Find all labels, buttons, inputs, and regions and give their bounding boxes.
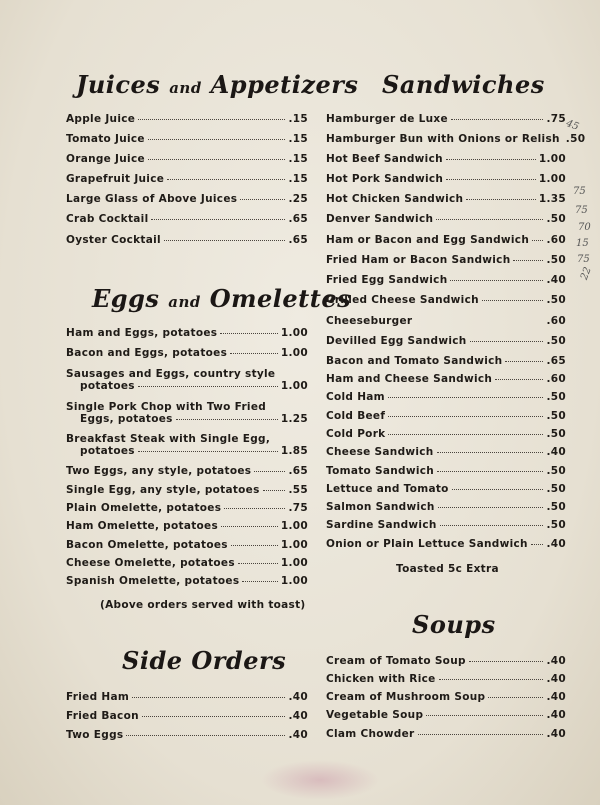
- item-price: .50: [546, 254, 566, 266]
- item-price: .65: [288, 234, 308, 246]
- leader-dots: [167, 179, 285, 180]
- item-price: .60: [546, 373, 566, 385]
- item-name: Lettuce and Tomato: [326, 483, 449, 495]
- item-price: .25: [288, 193, 308, 205]
- item-price: .40: [546, 655, 566, 667]
- item-price: .40: [288, 710, 308, 722]
- item-price: 1.00: [280, 520, 308, 532]
- leader-dots: [151, 219, 285, 220]
- item-price: 1.25: [280, 413, 308, 425]
- item-name: Hot Chicken Sandwich: [326, 193, 464, 205]
- menu-item: [66, 213, 308, 225]
- menu-item: [66, 691, 308, 703]
- item-name: Cream of Tomato Soup: [326, 655, 466, 667]
- leader-dots: [426, 715, 543, 716]
- item-price: .50: [546, 428, 566, 440]
- leader-dots: [531, 544, 544, 545]
- item-price: .55: [288, 484, 308, 496]
- item-price: .40: [546, 709, 566, 721]
- item-price: .50: [546, 391, 566, 403]
- leader-dots: [231, 545, 278, 546]
- leader-dots: [240, 199, 285, 200]
- item-price: 1.00: [280, 575, 308, 587]
- sandwiches-heading: Sandwiches: [382, 70, 545, 99]
- item-price: 1.00: [280, 557, 308, 569]
- leader-dots: [242, 581, 278, 582]
- item-name: Salmon Sandwich: [326, 501, 435, 513]
- item-name-continued-line: [66, 445, 308, 457]
- menu-item: [326, 428, 566, 440]
- soups-heading: Soups: [412, 610, 496, 639]
- leader-dots: [254, 471, 285, 472]
- item-name: Hot Pork Sandwich: [326, 173, 444, 185]
- item-name: Vegetable Soup: [326, 709, 424, 721]
- item-price: .50: [546, 519, 566, 531]
- leader-dots: [138, 119, 285, 120]
- leader-dots: [176, 419, 278, 420]
- item-name: Spanish Omelette, potatoes: [66, 575, 240, 587]
- item-name: Bacon and Tomato Sandwich: [326, 355, 503, 367]
- item-name: Sausages and Eggs, country style: [66, 368, 276, 380]
- menu-item: [326, 410, 566, 422]
- sides-heading: Side Orders: [122, 646, 287, 675]
- menu-item: [326, 728, 566, 740]
- item-name: Grapefruit Juice: [66, 173, 165, 185]
- item-name: Chicken with Rice: [326, 673, 436, 685]
- menu-item: [326, 274, 566, 286]
- leader-dots: [148, 139, 286, 140]
- menu-item: [326, 335, 566, 347]
- item-name-continued: potatoes: [80, 380, 135, 392]
- eggs-heading-and: and: [168, 293, 201, 311]
- item-name: Single Pork Chop with Two Fried: [66, 401, 267, 413]
- item-price: .50: [546, 410, 566, 422]
- menu-item: [66, 173, 308, 185]
- leader-dots: [513, 260, 543, 261]
- item-name: Grilled Cheese Sandwich: [326, 294, 479, 306]
- item-price: .50: [546, 213, 566, 225]
- menu-item: [66, 539, 308, 551]
- handwritten-mark: 75: [577, 254, 590, 265]
- eggs-note: (Above orders served with toast): [100, 599, 306, 611]
- menu-item: [326, 153, 566, 165]
- item-name: Hamburger de Luxe: [326, 113, 448, 125]
- leader-dots: [495, 379, 543, 380]
- menu-item: [326, 173, 566, 185]
- menu-item: [66, 502, 308, 514]
- leader-dots: [388, 416, 543, 417]
- leader-dots: [230, 353, 278, 354]
- item-price: 1.00: [280, 347, 308, 359]
- menu-item: [326, 294, 566, 306]
- menu-item: [326, 538, 566, 550]
- leader-dots: [142, 716, 286, 717]
- item-name: Fried Bacon: [66, 710, 139, 722]
- item-name: Fried Egg Sandwich: [326, 274, 448, 286]
- item-name: Hamburger Bun with Onions or Relish: [326, 133, 560, 145]
- leader-dots: [388, 397, 544, 398]
- menu-item: [326, 691, 566, 703]
- item-price: .65: [546, 355, 566, 367]
- leader-dots: [438, 507, 544, 508]
- handwritten-mark: 75: [573, 186, 586, 197]
- item-price: .40: [546, 538, 566, 550]
- menu-item: [326, 465, 566, 477]
- item-name: Fried Ham: [66, 691, 130, 703]
- leader-dots: [466, 199, 536, 200]
- item-name: Hot Beef Sandwich: [326, 153, 443, 165]
- item-price: .15: [288, 153, 308, 165]
- leader-dots: [437, 471, 543, 472]
- menu-item: [66, 193, 308, 205]
- item-name: Bacon and Eggs, potatoes: [66, 347, 228, 359]
- menu-item: [326, 373, 566, 385]
- menu-item: [326, 113, 566, 125]
- item-name: Breakfast Steak with Single Egg,: [66, 433, 271, 445]
- menu-item: [326, 391, 566, 403]
- leader-dots: [532, 240, 543, 241]
- eggs-heading-word: Eggs: [92, 284, 160, 313]
- leader-dots: [132, 697, 285, 698]
- item-price: 1.00: [280, 539, 308, 551]
- leader-dots: [446, 179, 536, 180]
- item-name: Ham and Cheese Sandwich: [326, 373, 493, 385]
- item-name: Tomato Juice: [66, 133, 145, 145]
- menu-item: [326, 193, 566, 205]
- leader-dots: [164, 240, 286, 241]
- leader-dots: [469, 661, 544, 662]
- leader-dots: [238, 563, 278, 564]
- juices-heading-and: and: [169, 79, 202, 97]
- menu-item: [66, 327, 308, 339]
- menu-item: [66, 557, 308, 569]
- item-name-continued: potatoes: [80, 445, 135, 457]
- item-name: Cold Pork: [326, 428, 386, 440]
- menu-item: [66, 368, 308, 392]
- menu-item: [326, 213, 566, 225]
- leader-dots: [148, 159, 286, 160]
- leader-dots: [470, 341, 544, 342]
- item-price: .60: [546, 315, 566, 327]
- menu-item: [326, 234, 566, 246]
- juices-heading: [76, 70, 358, 99]
- item-price: 1.00: [280, 327, 308, 339]
- leader-dots: [488, 697, 543, 698]
- item-name: Single Egg, any style, potatoes: [66, 484, 260, 496]
- menu-item: [66, 465, 308, 477]
- leader-dots: [439, 679, 544, 680]
- eggs-heading-rest: Omelettes: [209, 284, 352, 313]
- menu-item: [326, 673, 566, 685]
- item-price: .65: [288, 465, 308, 477]
- leader-dots: [224, 508, 285, 509]
- leader-dots: [220, 333, 278, 334]
- menu-item: [66, 710, 308, 722]
- leader-dots: [452, 489, 544, 490]
- handwritten-mark: 45: [564, 118, 581, 133]
- item-price: .50: [546, 335, 566, 347]
- leader-dots: [446, 159, 536, 160]
- menu-item: [66, 133, 308, 145]
- item-name: Oyster Cocktail: [66, 234, 161, 246]
- item-price: .50: [565, 133, 586, 145]
- menu-item: [326, 355, 566, 367]
- menu-item: [66, 575, 308, 587]
- item-name: Cheeseburger: [326, 315, 413, 327]
- menu-item: [326, 501, 566, 513]
- leader-dots: [451, 119, 544, 120]
- menu-item: [326, 133, 586, 145]
- item-price: .40: [546, 691, 566, 703]
- item-name: Devilled Egg Sandwich: [326, 335, 467, 347]
- item-price: .15: [288, 173, 308, 185]
- item-name: Orange Juice: [66, 153, 145, 165]
- item-price: .75: [288, 502, 308, 514]
- item-price: 1.00: [538, 153, 566, 165]
- leader-dots: [482, 300, 544, 301]
- menu-item: [326, 315, 566, 327]
- leader-dots: [437, 452, 544, 453]
- menu-item: [326, 446, 566, 458]
- handwritten-mark: 75: [575, 205, 588, 216]
- item-name-continued: Eggs, potatoes: [80, 413, 173, 425]
- item-name-continued-line: [66, 380, 308, 392]
- item-price: .40: [546, 274, 566, 286]
- item-name: Denver Sandwich: [326, 213, 434, 225]
- item-price: .15: [288, 113, 308, 125]
- item-price: .40: [546, 446, 566, 458]
- leader-dots: [126, 735, 285, 736]
- item-name: Bacon Omelette, potatoes: [66, 539, 228, 551]
- item-price: .40: [288, 691, 308, 703]
- item-price: .60: [546, 234, 566, 246]
- item-name: Large Glass of Above Juices: [66, 193, 238, 205]
- leader-dots: [505, 361, 543, 362]
- leader-dots: [388, 434, 543, 435]
- item-name: Two Eggs: [66, 729, 124, 741]
- item-name-continued-line: [66, 413, 308, 425]
- item-name: Onion or Plain Lettuce Sandwich: [326, 538, 528, 550]
- handwritten-mark: 70: [578, 222, 591, 233]
- item-price: .65: [288, 213, 308, 225]
- menu-item: [66, 401, 308, 425]
- item-price: .50: [546, 294, 566, 306]
- item-price: .15: [288, 133, 308, 145]
- menu-item: [326, 483, 566, 495]
- item-name: Cheese Omelette, potatoes: [66, 557, 235, 569]
- leader-dots: [138, 451, 278, 452]
- leader-dots: [138, 386, 278, 387]
- item-price: .40: [546, 728, 566, 740]
- handwritten-mark: 22: [579, 265, 594, 282]
- leader-dots: [263, 490, 286, 491]
- toasted-note: Toasted 5c Extra: [396, 563, 499, 575]
- item-price: .50: [546, 483, 566, 495]
- item-name: Ham Omelette, potatoes: [66, 520, 219, 532]
- menu-item: [66, 729, 308, 741]
- item-name: Cold Ham: [326, 391, 385, 403]
- item-price: .40: [546, 673, 566, 685]
- menu-item: [326, 709, 566, 721]
- item-name: Cream of Mushroom Soup: [326, 691, 486, 703]
- menu-item: [66, 433, 308, 457]
- leader-dots: [436, 219, 543, 220]
- item-price: .75: [546, 113, 566, 125]
- item-price: .50: [546, 465, 566, 477]
- item-name: Apple Juice: [66, 113, 136, 125]
- menu-item: [326, 254, 566, 266]
- item-name: Sardine Sandwich: [326, 519, 437, 531]
- juices-heading-rest: Appetizers: [210, 70, 359, 99]
- menu-item: [326, 655, 566, 667]
- juices-heading-word: Juices: [76, 70, 161, 99]
- item-name: Cheese Sandwich: [326, 446, 434, 458]
- item-price: 1.00: [538, 173, 566, 185]
- item-price: 1.00: [280, 380, 308, 392]
- item-price: .40: [288, 729, 308, 741]
- leader-dots: [440, 525, 544, 526]
- leader-dots: [418, 734, 544, 735]
- item-name: Two Eggs, any style, potatoes: [66, 465, 252, 477]
- handwritten-mark: 15: [576, 238, 589, 249]
- menu-item: [66, 484, 308, 496]
- item-name: Crab Cocktail: [66, 213, 149, 225]
- menu-item: [66, 347, 308, 359]
- item-name: Fried Ham or Bacon Sandwich: [326, 254, 511, 266]
- leader-dots: [221, 526, 278, 527]
- menu-item: [326, 519, 566, 531]
- item-name: Ham and Eggs, potatoes: [66, 327, 218, 339]
- item-price: 1.85: [280, 445, 308, 457]
- menu-item: [66, 234, 308, 246]
- menu-item: [66, 520, 308, 532]
- item-name: Cold Beef: [326, 410, 386, 422]
- leader-dots: [450, 280, 543, 281]
- item-price: 1.35: [538, 193, 566, 205]
- item-name: Ham or Bacon and Egg Sandwich: [326, 234, 530, 246]
- menu-item: [66, 153, 308, 165]
- item-name: Tomato Sandwich: [326, 465, 435, 477]
- menu-item: [66, 113, 308, 125]
- item-name: Plain Omelette, potatoes: [66, 502, 222, 514]
- eggs-heading: [92, 284, 351, 313]
- item-price: .50: [546, 501, 566, 513]
- item-name: Clam Chowder: [326, 728, 415, 740]
